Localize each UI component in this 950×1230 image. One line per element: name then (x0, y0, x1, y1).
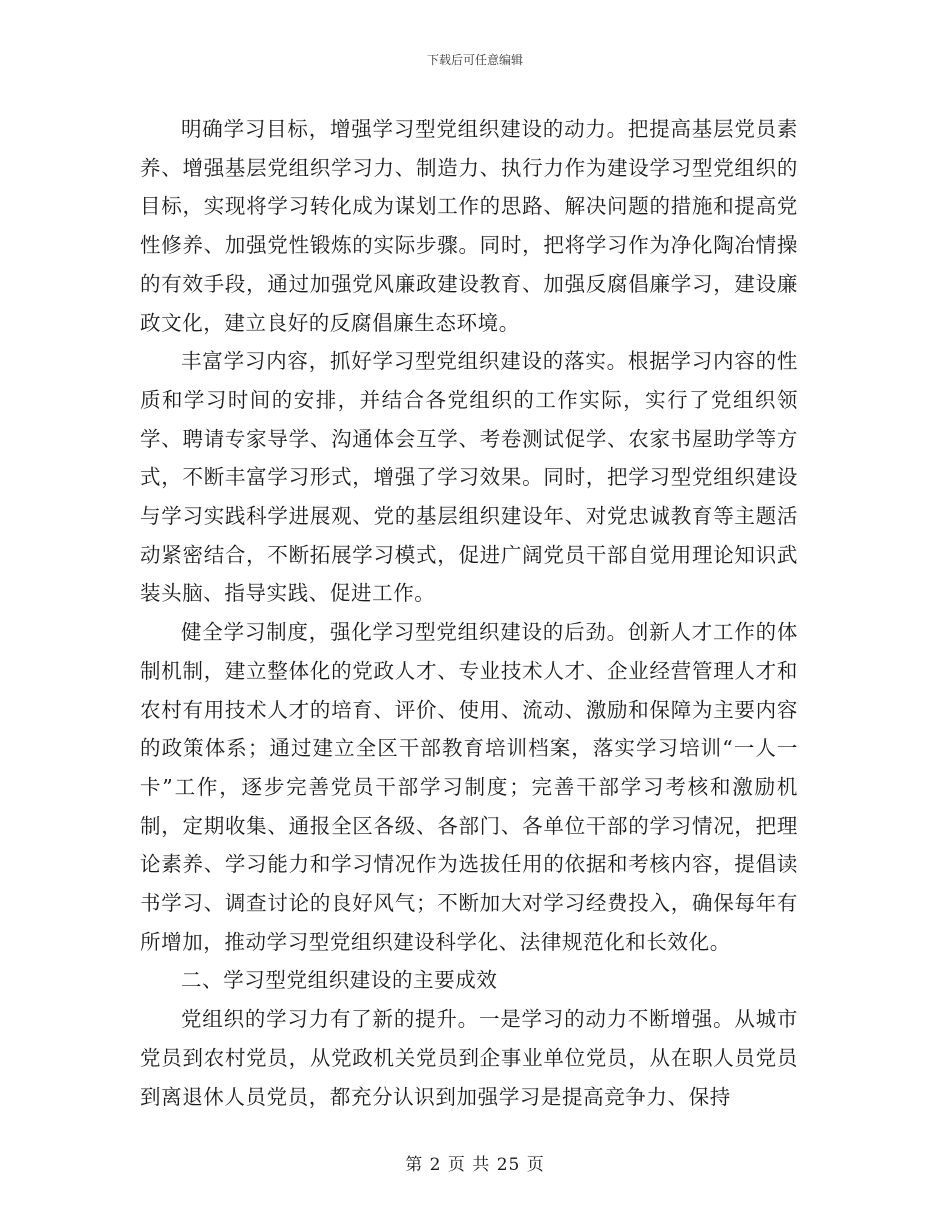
document-body (140, 110, 798, 1116)
paragraph-learning-content: 丰富学习内容，抓好学习型党组织建设的落实。根据学习内容的性质和学习时间的安排，并结合各党组织的工作实际，实行了党组织领学、聘请专家导学、沟通体会互学、考卷测试促学、农家书屋助学等方式，不断丰富学习形式，增强了学习效果。同时，把学习型党组织建设与学习实践科学进展观、党的基层组织建设年、对党忠诚教育等主题活动紧密结合，不断拓展学习模式，促进广阔党员干部自觉用理论知识武装头脑、指导实践、促进工作。 (140, 349, 798, 606)
paragraph-learning-goals: 明确学习目标，增强学习型党组织建设的动力。把提高基层党员素养、增强基层党组织学习力、制造力、执行力作为建设学习型党组织的目标，实现将学习转化成为谋划工作的思路、解决问题的措施和提高党性修养、加强党性锻炼的实际步骤。同时，把将学习作为净化陶冶情操的有效手段，通过加强党风廉政建设教育、加强反腐倡廉学习，建设廉政文化，建立良好的反腐倡廉生态环境。 (140, 117, 798, 335)
page-number-footer: 第 2 页 共 25 页 (405, 1155, 545, 1175)
paragraph-learning-capacity: 党组织的学习力有了新的提升。一是学习的动力不断增强。从城市党员到农村党员，从党政机关党员到企事业单位党员，从在职人员党员到离退休人员党员，都充分认识到加强学习是提高竞争力、保持 (140, 1007, 798, 1109)
page-header-note: 下载后可任意编辑 (426, 53, 523, 67)
paragraph-learning-system: 健全学习制度，强化学习型党组织建设的后劲。创新人才工作的体制机制，建立整体化的党政人才、专业技术人才、企业经营管理人才和农村有用技术人才的培育、评价、使用、流动、激励和保障为主要内容的政策体系；通过建立全区干部教育培训档案，落实学习培训“一人一卡”工作，逐步完善党员干部学习制度；完善干部学习考核和激励机制，定期收集、通报全区各级、各部门、各单位干部的学习情况，把理论素养、学习能力和学习情况作为选拔任用的依据和考核内容，提倡读书学习、调查讨论的良好风气；不断加大对学习经费投入，确保每年有所增加，推动学习型党组织建设科学化、法律规范化和长效化。 (140, 620, 798, 954)
section-heading-main-results: 二、学习型党组织建设的主要成效 (181, 968, 498, 993)
